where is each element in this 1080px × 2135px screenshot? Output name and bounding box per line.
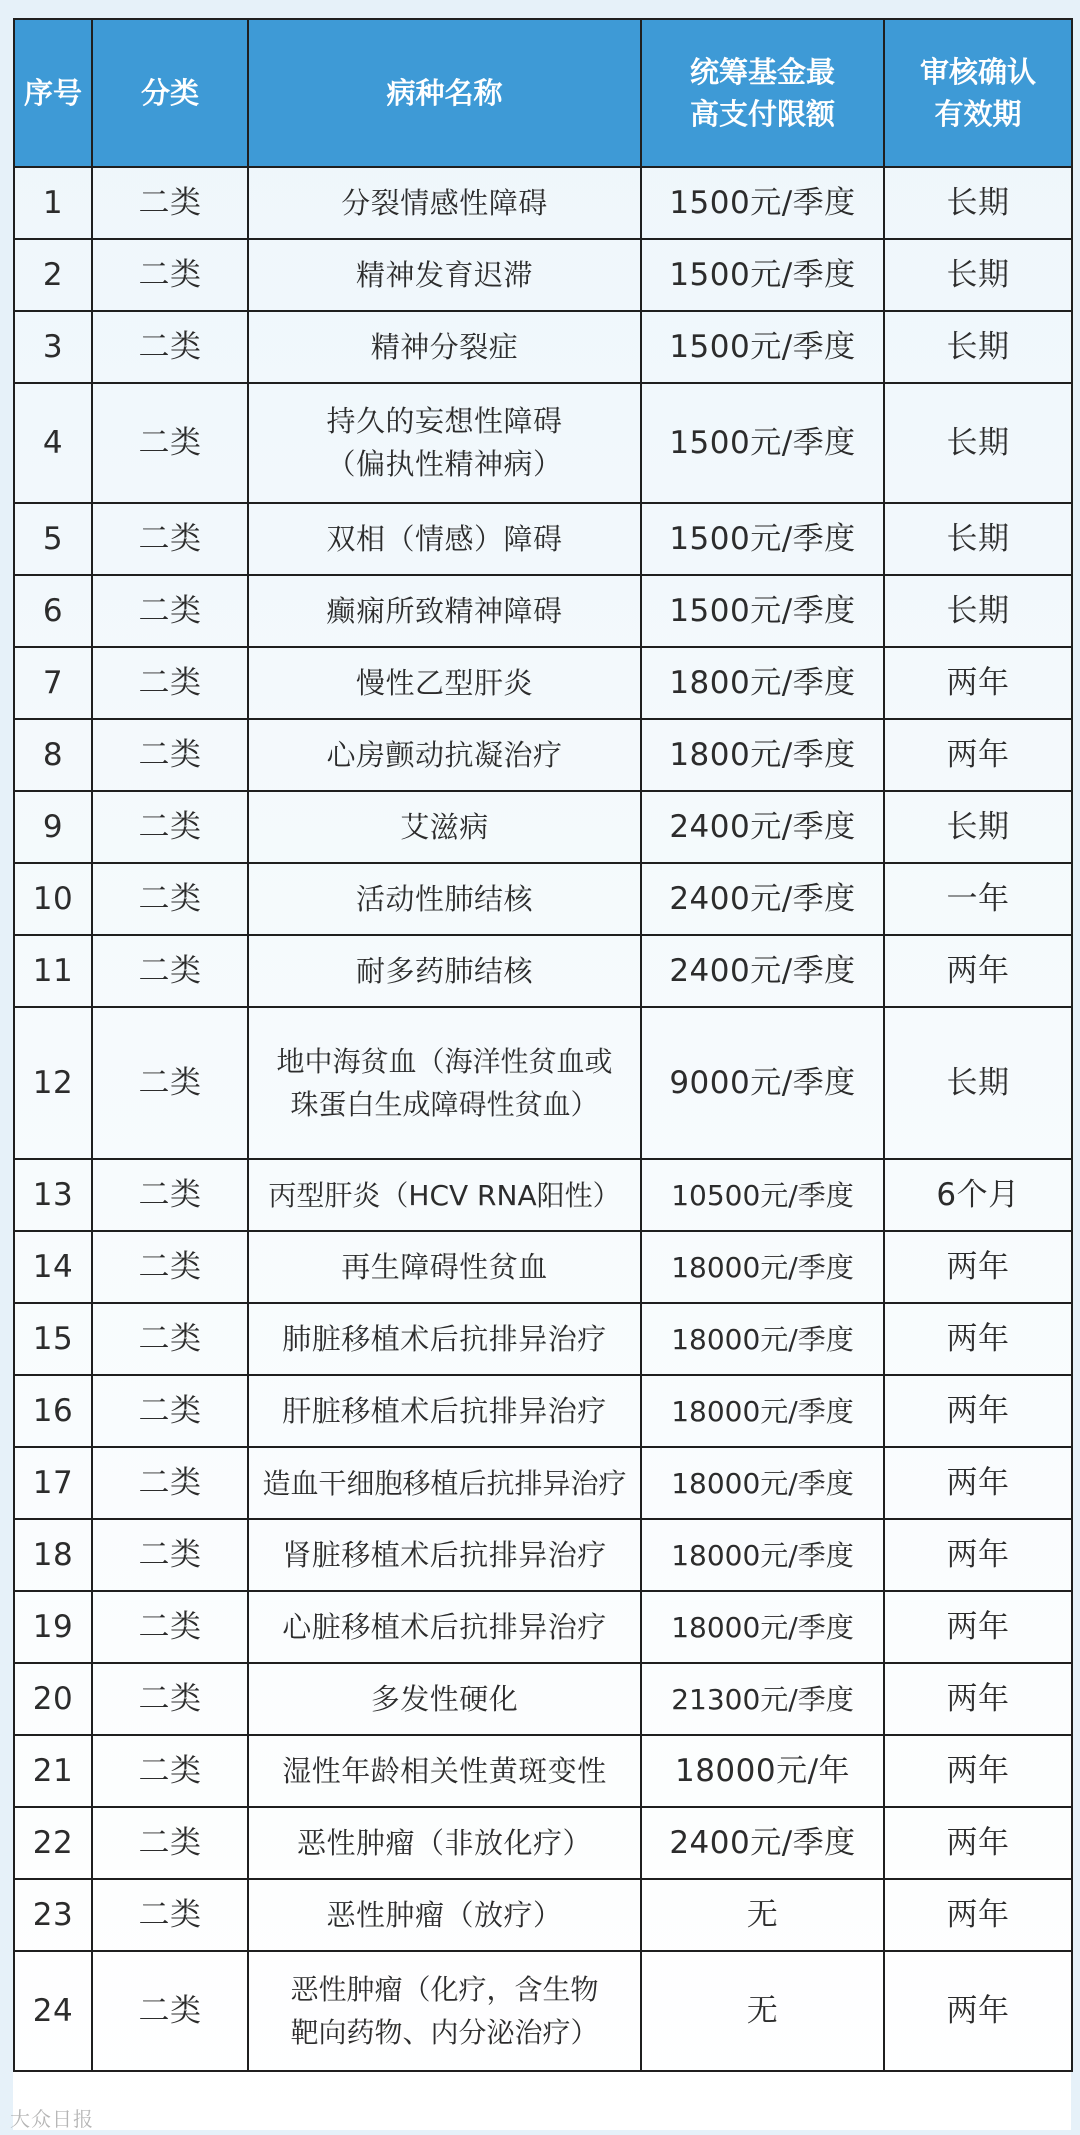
cell-disease: 恶性肿瘤（化疗，含生物 靶向药物、内分泌治疗）	[248, 1951, 641, 2071]
cell-category: 二类	[92, 1231, 248, 1303]
cell-category: 二类	[92, 1951, 248, 2071]
cell-disease: 地中海贫血（海洋性贫血或 珠蛋白生成障碍性贫血）	[248, 1007, 641, 1159]
header-validity: 审核确认 有效期	[884, 19, 1072, 167]
cell-category: 二类	[92, 1303, 248, 1375]
cell-category: 二类	[92, 1519, 248, 1591]
cell-seq: 19	[14, 1591, 92, 1663]
cell-limit: 1800元/季度	[641, 647, 884, 719]
cell-seq: 5	[14, 503, 92, 575]
cell-category: 二类	[92, 575, 248, 647]
cell-limit: 18000元/季度	[641, 1519, 884, 1591]
cell-seq: 9	[14, 791, 92, 863]
cell-validity: 两年	[884, 1879, 1072, 1951]
cell-limit: 无	[641, 1879, 884, 1951]
cell-seq: 2	[14, 239, 92, 311]
table-row	[14, 1951, 1072, 2071]
cell-disease: 心脏移植术后抗排异治疗	[248, 1591, 641, 1663]
table-row	[14, 1303, 1072, 1375]
table-row	[14, 791, 1072, 863]
cell-limit: 18000元/季度	[641, 1303, 884, 1375]
cell-seq: 6	[14, 575, 92, 647]
cell-category: 二类	[92, 791, 248, 863]
cell-disease: 耐多药肺结核	[248, 935, 641, 1007]
cell-validity: 两年	[884, 935, 1072, 1007]
cell-disease: 双相（情感）障碍	[248, 503, 641, 575]
cell-disease: 慢性乙型肝炎	[248, 647, 641, 719]
cell-limit: 1500元/季度	[641, 167, 884, 239]
cell-seq: 18	[14, 1519, 92, 1591]
cell-validity: 长期	[884, 575, 1072, 647]
header-limit: 统筹基金最 高支付限额	[641, 19, 884, 167]
cell-seq: 21	[14, 1735, 92, 1807]
cell-limit: 18000元/季度	[641, 1375, 884, 1447]
cell-category: 二类	[92, 239, 248, 311]
cell-disease: 再生障碍性贫血	[248, 1231, 641, 1303]
header-category: 分类	[92, 19, 248, 167]
cell-seq: 14	[14, 1231, 92, 1303]
cell-seq: 11	[14, 935, 92, 1007]
cell-validity: 两年	[884, 647, 1072, 719]
cell-limit: 2400元/季度	[641, 1807, 884, 1879]
cell-validity: 长期	[884, 503, 1072, 575]
cell-category: 二类	[92, 647, 248, 719]
cell-disease: 艾滋病	[248, 791, 641, 863]
cell-category: 二类	[92, 1447, 248, 1519]
cell-disease: 恶性肿瘤（放疗）	[248, 1879, 641, 1951]
cell-disease: 恶性肿瘤（非放化疗）	[248, 1807, 641, 1879]
cell-validity: 6个月	[884, 1159, 1072, 1231]
cell-limit: 2400元/季度	[641, 935, 884, 1007]
table-row	[14, 503, 1072, 575]
cell-seq: 23	[14, 1879, 92, 1951]
table-row	[14, 1807, 1072, 1879]
cell-validity: 两年	[884, 1735, 1072, 1807]
cell-category: 二类	[92, 935, 248, 1007]
table-row	[14, 1519, 1072, 1591]
cell-disease: 癫痫所致精神障碍	[248, 575, 641, 647]
table-row	[14, 863, 1072, 935]
cell-category: 二类	[92, 1375, 248, 1447]
cell-disease: 心房颤动抗凝治疗	[248, 719, 641, 791]
table-row	[14, 1007, 1072, 1159]
cell-seq: 12	[14, 1007, 92, 1159]
cell-validity: 两年	[884, 719, 1072, 791]
cell-seq: 3	[14, 311, 92, 383]
table-row	[14, 383, 1072, 503]
table-row	[14, 167, 1072, 239]
cell-limit: 1800元/季度	[641, 719, 884, 791]
cell-disease: 分裂情感性障碍	[248, 167, 641, 239]
cell-category: 二类	[92, 1879, 248, 1951]
cell-limit: 10500元/季度	[641, 1159, 884, 1231]
cell-disease: 精神分裂症	[248, 311, 641, 383]
cell-limit: 2400元/季度	[641, 863, 884, 935]
table-row	[14, 311, 1072, 383]
cell-category: 二类	[92, 1007, 248, 1159]
cell-validity: 长期	[884, 239, 1072, 311]
cell-disease: 造血干细胞移植后抗排异治疗	[248, 1447, 641, 1519]
cell-seq: 13	[14, 1159, 92, 1231]
cell-limit: 18000元/季度	[641, 1447, 884, 1519]
cell-category: 二类	[92, 311, 248, 383]
cell-limit: 18000元/年	[641, 1735, 884, 1807]
cell-validity: 长期	[884, 791, 1072, 863]
cell-validity: 两年	[884, 1447, 1072, 1519]
cell-limit: 9000元/季度	[641, 1007, 884, 1159]
cell-validity: 一年	[884, 863, 1072, 935]
cell-disease: 丙型肝炎（HCV RNA阳性）	[248, 1159, 641, 1231]
cell-limit: 21300元/季度	[641, 1663, 884, 1735]
cell-limit: 1500元/季度	[641, 239, 884, 311]
cell-limit: 1500元/季度	[641, 575, 884, 647]
cell-seq: 1	[14, 167, 92, 239]
cell-disease: 活动性肺结核	[248, 863, 641, 935]
cell-limit: 18000元/季度	[641, 1231, 884, 1303]
cell-category: 二类	[92, 1807, 248, 1879]
cell-seq: 22	[14, 1807, 92, 1879]
cell-limit: 2400元/季度	[641, 791, 884, 863]
table-row	[14, 719, 1072, 791]
cell-seq: 20	[14, 1663, 92, 1735]
cell-category: 二类	[92, 167, 248, 239]
table-row	[14, 647, 1072, 719]
cell-category: 二类	[92, 1591, 248, 1663]
cell-seq: 24	[14, 1951, 92, 2071]
cell-seq: 4	[14, 383, 92, 503]
cell-disease: 肾脏移植术后抗排异治疗	[248, 1519, 641, 1591]
table-row	[14, 1447, 1072, 1519]
table-row	[14, 1375, 1072, 1447]
cell-disease: 肝脏移植术后抗排异治疗	[248, 1375, 641, 1447]
cell-seq: 10	[14, 863, 92, 935]
cell-category: 二类	[92, 1663, 248, 1735]
cell-disease: 精神发育迟滞	[248, 239, 641, 311]
cell-validity: 长期	[884, 167, 1072, 239]
watermark: 大众日报	[10, 2107, 94, 2131]
cell-disease: 肺脏移植术后抗排异治疗	[248, 1303, 641, 1375]
cell-validity: 长期	[884, 383, 1072, 503]
cell-validity: 两年	[884, 1807, 1072, 1879]
cell-seq: 16	[14, 1375, 92, 1447]
cell-validity: 长期	[884, 311, 1072, 383]
table-row	[14, 1591, 1072, 1663]
table-row	[14, 1879, 1072, 1951]
table-row	[14, 575, 1072, 647]
header-disease: 病种名称	[248, 19, 641, 167]
cell-disease: 持久的妄想性障碍 （偏执性精神病）	[248, 383, 641, 503]
cell-category: 二类	[92, 863, 248, 935]
table-row	[14, 935, 1072, 1007]
cell-validity: 两年	[884, 1951, 1072, 2071]
cell-validity: 长期	[884, 1007, 1072, 1159]
table-row	[14, 239, 1072, 311]
cell-validity: 两年	[884, 1303, 1072, 1375]
cell-seq: 17	[14, 1447, 92, 1519]
table-row	[14, 1663, 1072, 1735]
cell-category: 二类	[92, 719, 248, 791]
cell-seq: 15	[14, 1303, 92, 1375]
cell-validity: 两年	[884, 1591, 1072, 1663]
cell-limit: 1500元/季度	[641, 503, 884, 575]
cell-disease: 多发性硬化	[248, 1663, 641, 1735]
cell-category: 二类	[92, 1735, 248, 1807]
table-row	[14, 1159, 1072, 1231]
header-seq: 序号	[14, 19, 92, 167]
cell-seq: 7	[14, 647, 92, 719]
cell-category: 二类	[92, 503, 248, 575]
cell-validity: 两年	[884, 1231, 1072, 1303]
table-row	[14, 1735, 1072, 1807]
cell-validity: 两年	[884, 1375, 1072, 1447]
cell-validity: 两年	[884, 1519, 1072, 1591]
cell-validity: 两年	[884, 1663, 1072, 1735]
table-row	[14, 1231, 1072, 1303]
cell-limit: 1500元/季度	[641, 311, 884, 383]
cell-disease: 湿性年龄相关性黄斑变性	[248, 1735, 641, 1807]
cell-limit: 18000元/季度	[641, 1591, 884, 1663]
cell-category: 二类	[92, 383, 248, 503]
disease-payment-table	[13, 18, 1073, 2072]
cell-limit: 1500元/季度	[641, 383, 884, 503]
cell-limit: 无	[641, 1951, 884, 2071]
cell-seq: 8	[14, 719, 92, 791]
cell-category: 二类	[92, 1159, 248, 1231]
header-row	[14, 19, 1072, 167]
